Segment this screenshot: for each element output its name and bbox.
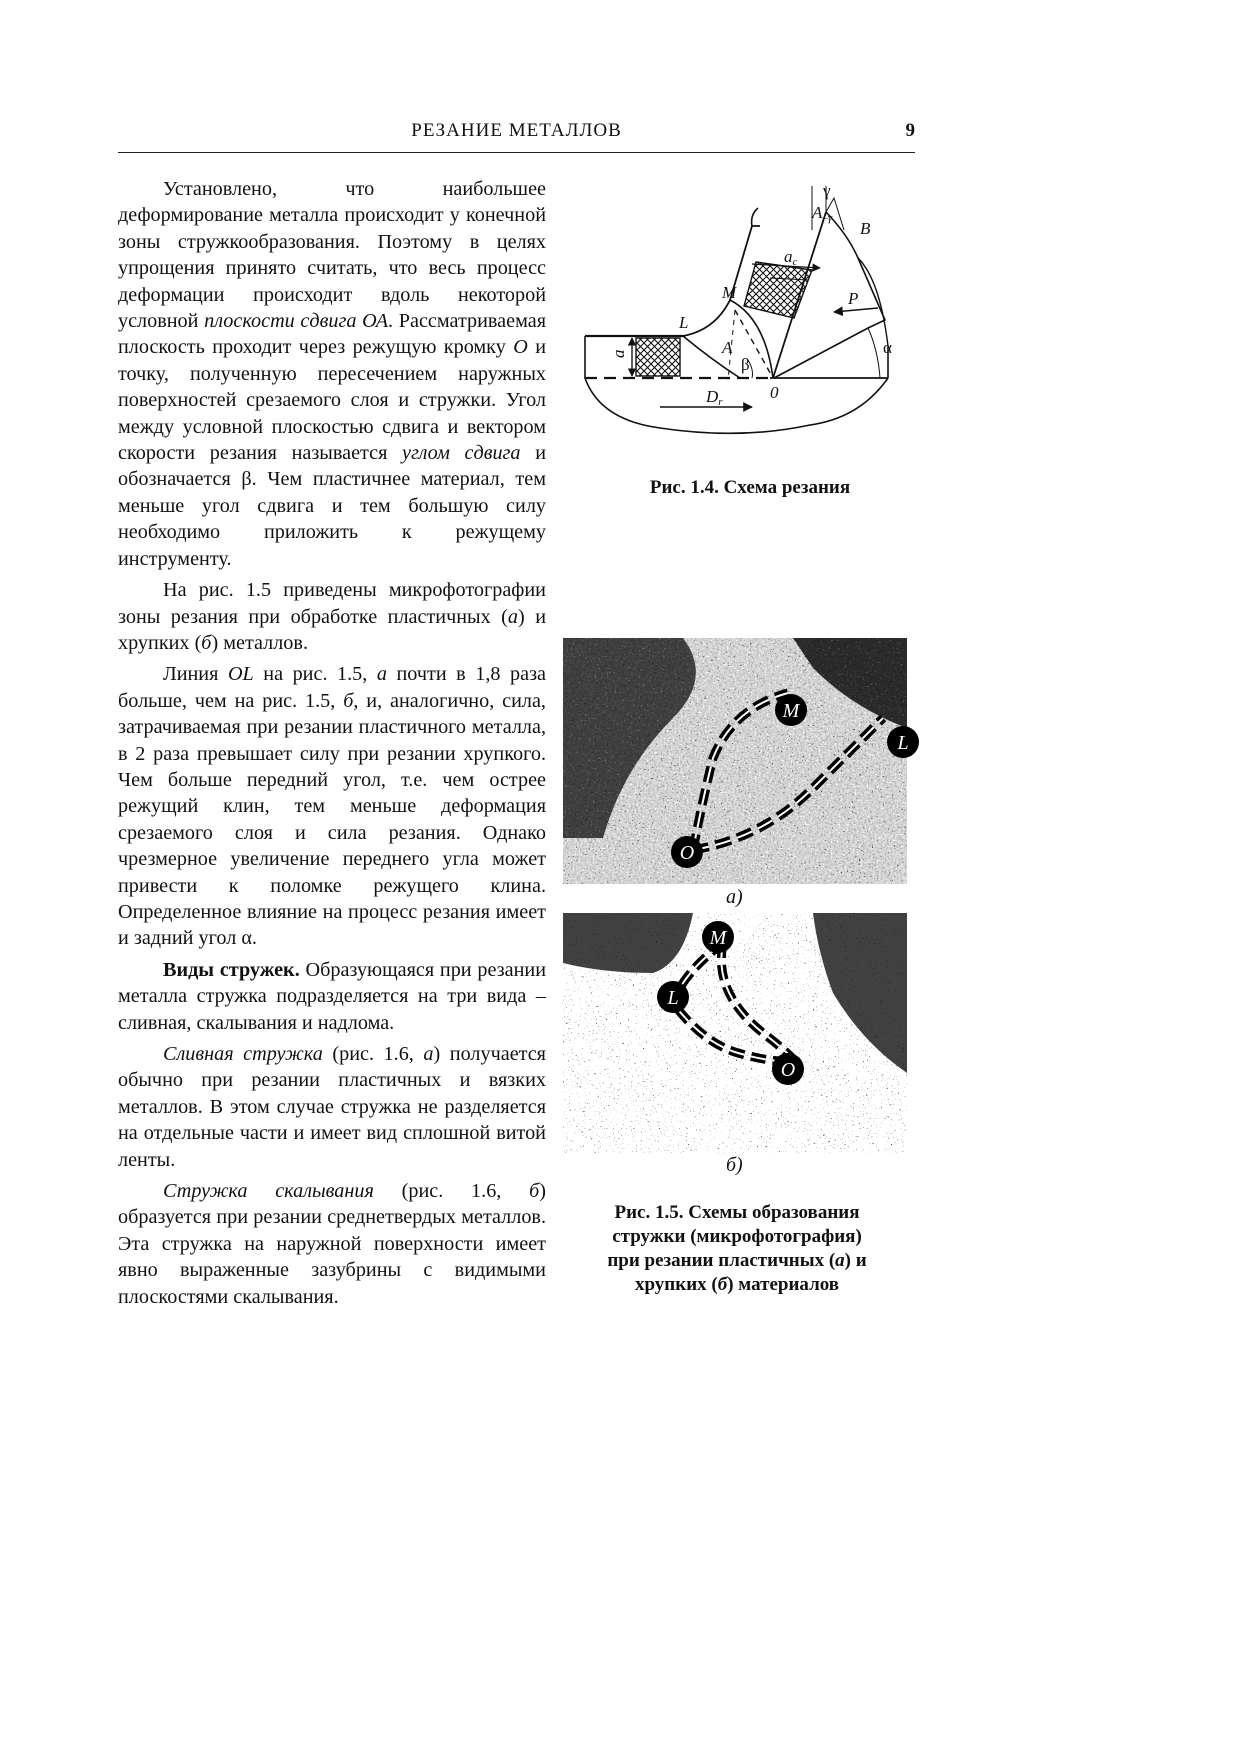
paragraph-1: Установлено, что наибольшее деформирование металла происходит у конечной зоны стружкообразования. Поэтому в целях упрощения принято считать, что весь процесс деформации происходит вдоль некоторой условной плоскости сдвига ОА. Рассматриваемая плоскость проходит через режущую кромку О и точку, полученную пересечением наружных поверхностей срезаемого слоя и стружки. Угол между условной плоскостью сдвига и вектором скорости резания называется углом сдвига и обозначается β. Чем пластичнее материал, тем меньше угол сдвига и тем большую силу необходимо приложить к режущему инструменту. <box>118 178 546 570</box>
main-text <box>118 176 546 1315</box>
paragraph-2: На рис. 1.5 приведены микрофотографии зоны резания при обработке пластичных (а) и хрупких (б) металлов. <box>118 579 547 654</box>
paragraph-4: Виды стружек. Образующаяся при резании металла стружка подразделяется на три вида – сливная, скалывания и надлома. <box>118 958 546 1034</box>
paragraph-6: Стружка скалывания (рис. 1.6, б) образуется при резании среднетвердых металлов. Эта стружка на наружной поверхности имеет явно выраженные зазубрины с видимыми плоскостями скалывания. <box>118 1180 546 1308</box>
micrograph-b <box>563 913 907 1153</box>
svg-text:M: M <box>709 927 727 949</box>
label-a-gamma: A–γ <box>812 203 833 224</box>
running-head: РЕЗАНИЕ МЕТАЛЛОВ <box>411 120 622 141</box>
label-l: L <box>679 313 689 332</box>
label-o: 0 <box>770 383 779 402</box>
label-m: M <box>722 283 737 302</box>
paragraph-3: Линия OL на рис. 1.5, а почти в 1,8 раза больше, чем на рис. 1.5, б, и, аналогично, сила, затрачиваемая при резании пластичного металла, в 2 раза превышает силу при резании хрупкого. Чем больше передний угол, т.е. чем острее режущий клин, тем меньше деформация срезаемого слоя и сила резания. Однако чрезмерное увеличение переднего угла может привести к поломке режущего клина. Определенное влияние на процесс резания имеет и задний угол α. <box>118 663 547 950</box>
svg-text:L: L <box>667 987 679 1009</box>
fig-1-4-caption: Рис. 1.4. Схема резания <box>649 477 851 498</box>
label-dr: Dr <box>706 387 723 408</box>
label-a-point: A <box>722 338 733 357</box>
label-b: B <box>860 219 871 238</box>
label-alpha: α <box>883 338 892 357</box>
micrograph-a <box>563 638 907 884</box>
page-header <box>118 118 915 153</box>
label-gamma: γ <box>823 181 831 200</box>
label-a-thickness: a <box>609 349 628 358</box>
sublabel-a: а) <box>726 886 743 908</box>
svg-text:O: O <box>679 842 695 864</box>
sublabel-b: б) <box>726 1154 743 1176</box>
svg-text:O: O <box>780 1059 796 1081</box>
fig-1-5-caption: Рис. 1.5. Схемы образования стружки (микрофотография) при резании пластичных (а) и хрупких (б) материалов <box>607 1202 867 1295</box>
svg-text:L: L <box>897 732 909 754</box>
svg-text:M: M <box>782 700 800 722</box>
label-beta: β <box>741 355 750 374</box>
label-ac: ac <box>784 247 798 268</box>
label-p: P <box>848 289 859 308</box>
paragraph-5: Сливная стружка (рис. 1.6, а) получается обычно при резании пластичных и вязких металлов. В этом случае стружка не разделяется на отдельные части и имеет вид сплошной витой ленты. <box>118 1043 546 1171</box>
cutting-scheme-diagram <box>573 178 925 468</box>
page-number: 9 <box>905 120 915 141</box>
